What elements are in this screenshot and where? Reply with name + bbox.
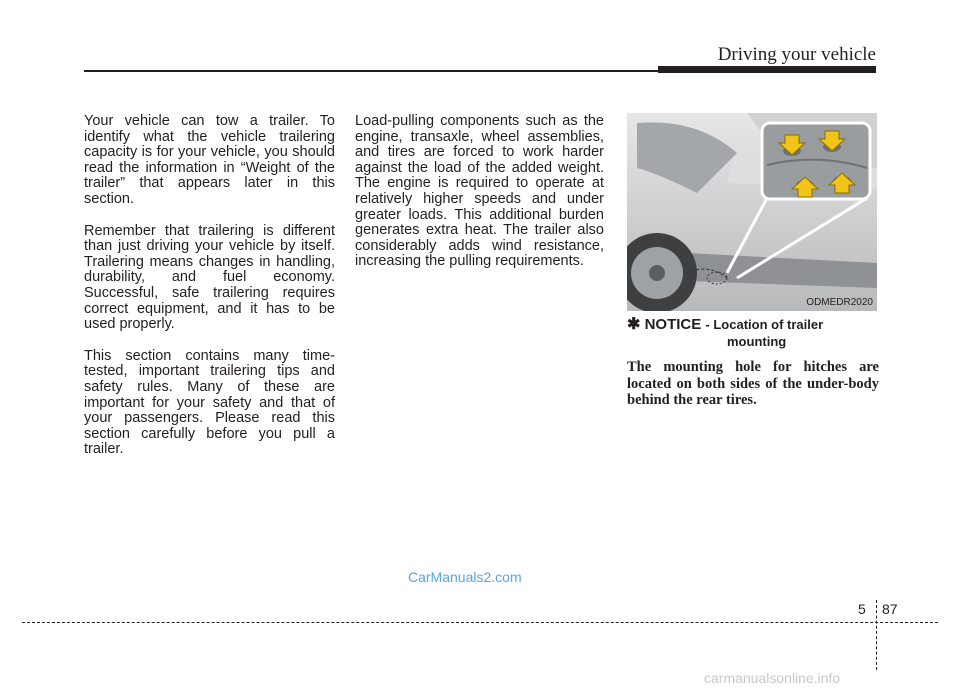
- paragraph: Remember that trailering is different than just driving your vehicle by itself. Trailering means changes in handling, durability, and fuel economy. Successful, safe trailering requires correct equipment, and it has to be used properly.: [84, 222, 335, 333]
- notice-box: [627, 316, 879, 409]
- page-header-title: Driving your vehicle: [717, 44, 876, 65]
- notice-heading: [627, 316, 879, 334]
- paragraph: This section contains many time-tested, important trailering tips and safety rules. Many of these are important for your safety and that of your passengers. Please read this section carefully before you pull a trailer.: [84, 347, 335, 458]
- header-rule: [84, 70, 660, 72]
- notice-title: - Location of trailer: [705, 317, 824, 332]
- footer-rule: [22, 622, 938, 623]
- vehicle-rear-illustration: [627, 113, 877, 311]
- page-number: 87: [882, 601, 898, 617]
- trailer-mounting-illustration: [627, 113, 877, 311]
- text-column-2: [355, 114, 604, 286]
- paragraph: Your vehicle can tow a trailer. To identify what the vehicle trailering capacity is for your vehicle, you should read the information in “Weight of the trailer” that appears later in this section.: [84, 113, 335, 207]
- figure-code: ODMEDR2020: [806, 297, 873, 308]
- watermark-link[interactable]: CarManuals2.com: [408, 569, 522, 585]
- header-rule-thick: [658, 66, 876, 73]
- notice-title-line2: mounting: [727, 334, 787, 349]
- chapter-number: 5: [858, 601, 866, 617]
- notice-label: NOTICE: [644, 316, 702, 333]
- footer-divider: [876, 600, 877, 670]
- notice-body: The mounting hole for hitches are located on both sides of the under-body behind the rear tires.: [627, 359, 879, 408]
- notice-star-icon: ✱: [627, 316, 641, 333]
- site-watermark: carmanualsonline.info: [704, 670, 841, 686]
- text-column-1: [84, 114, 335, 474]
- paragraph: Load-pulling components such as the engine, transaxle, wheel assemblies, and tires are forced to work harder against the load of the added weight. The engine is required to operate at relatively higher speeds and under greater loads. This additional burden generates extra heat. The trailer also considerably adds wind resistance, increasing the pulling requirements.: [355, 113, 604, 270]
